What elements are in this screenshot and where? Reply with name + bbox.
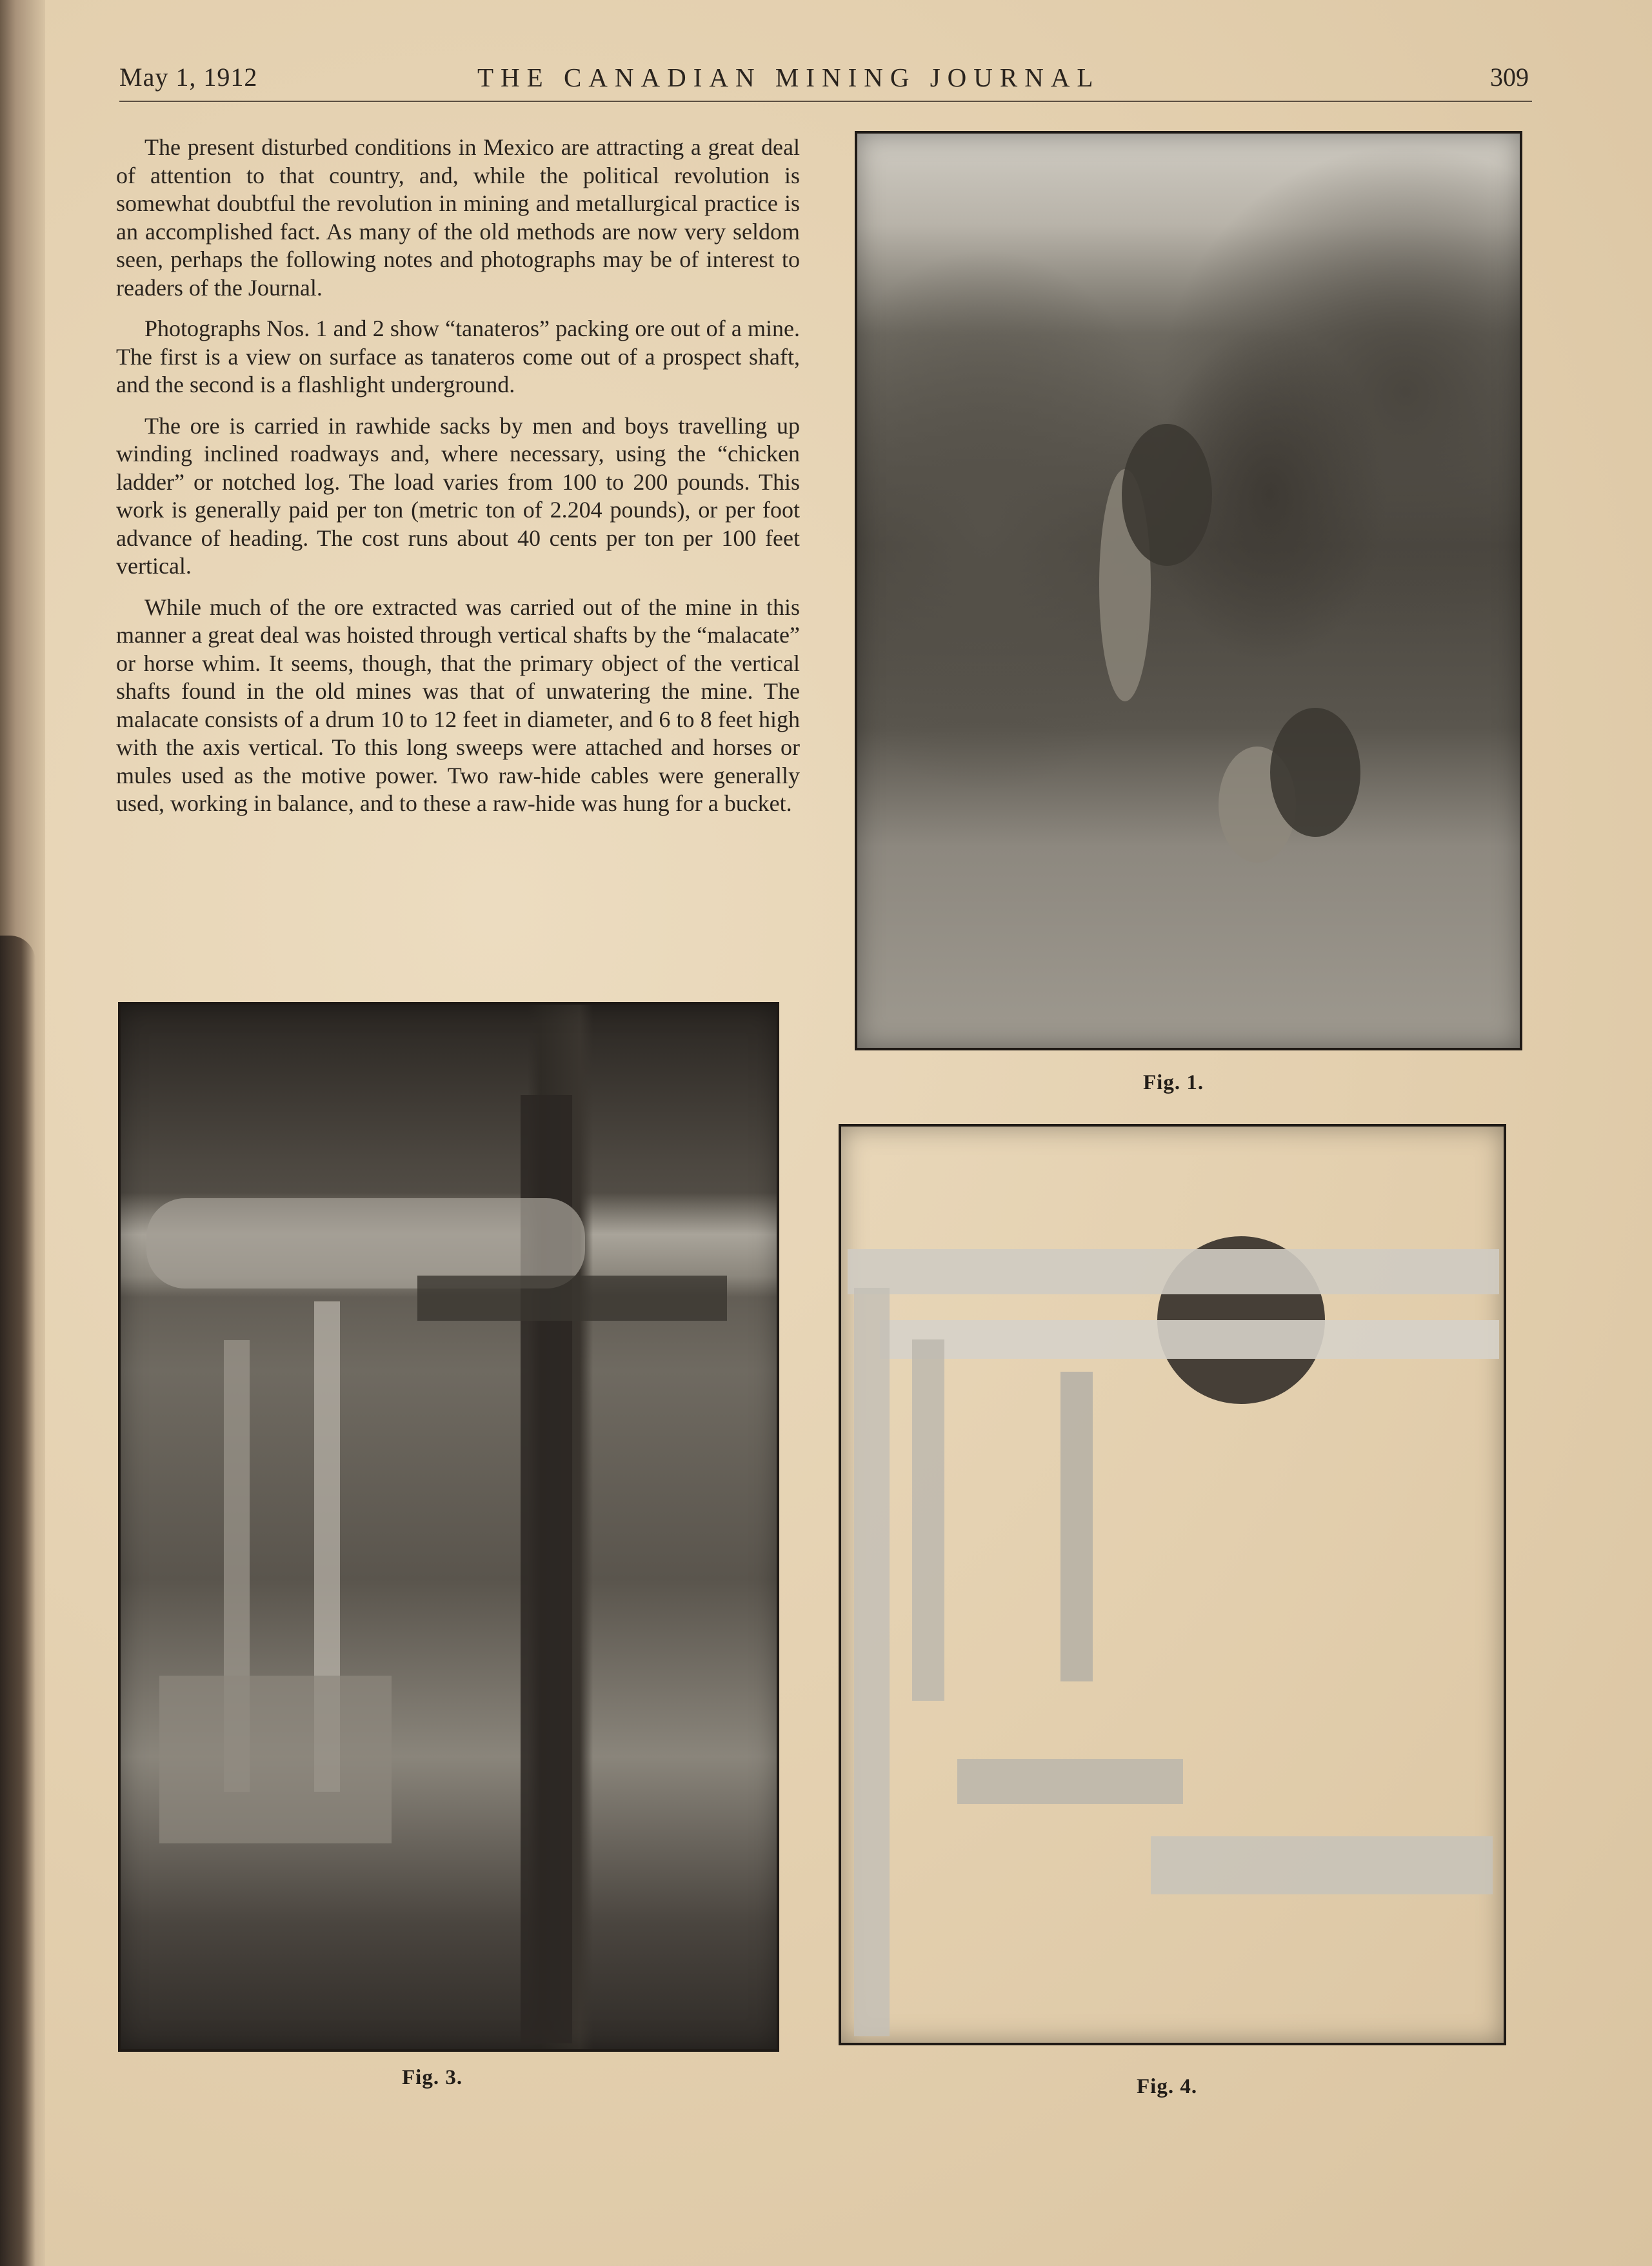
photo-drum-mechanism [839,1124,1506,2045]
running-header [119,62,1535,101]
photo-malacate-interior [118,1002,779,2052]
header-rule [119,101,1532,102]
caption-fig-4: Fig. 4. [1137,2075,1198,2098]
paragraph-4: While much of the ore extracted was carried out of the mine in this manner a great deal was hoisted through vertical shafts by the “malacate” or horse whim. It seems, though, that the primary object of the vertical shafts found in the old mines was that of unwatering the mine. The malacate consists of a drum 10 to 12 feet in diameter, and 6 to 8 feet high with the axis vertical. To this long sweeps were attached and horses or mules used as the motive power. Two raw-hide cables were generally used, working in balance, and to these a raw-hide was hung for a bucket. [116,594,800,816]
paragraph-2: Photographs Nos. 1 and 2 show “tanateros” packing ore out of a mine. The first is a view on surface as tanateros come out of a prospect shaft, and the second is a flashlight underground. [116,316,800,397]
photo-fig3-timbers [121,1005,777,2049]
photo-fig1-figures [857,134,1520,1048]
page-number: 309 [1490,63,1529,92]
paragraph-1: The present disturbed conditions in Mexico are attracting a great deal of attention to that country, and, while the political revolution is somewhat doubtful the revolution in mining and metallurgical practice is an accomplished fact. As many of the old methods are now very seldom seen, perhaps the following notes and photographs may be of interest to readers of the Journal. [116,134,800,301]
photo-fig4-frame [841,1127,1504,2043]
page-curl-shadow [0,936,35,2266]
paragraph-3: The ore is carried in rawhide sacks by men and boys travelling up winding inclined roadways and, where necessary, using the “chicken ladder” or notched log. The load varies from 100 to 200 pounds. This work is generally paid per ton (metric ton of 2.204 pounds), or per foot advance of heading. The cost runs about 40 cents per ton per 100 feet vertical. [116,412,800,579]
caption-fig-3: Fig. 3. [402,2066,463,2089]
issue-date: May 1, 1912 [119,63,258,92]
journal-title: THE CANADIAN MINING JOURNAL [477,63,1100,92]
photo-tanateros-surface [855,131,1522,1050]
caption-fig-1: Fig. 1. [1143,1071,1204,1094]
article-text [116,134,800,831]
